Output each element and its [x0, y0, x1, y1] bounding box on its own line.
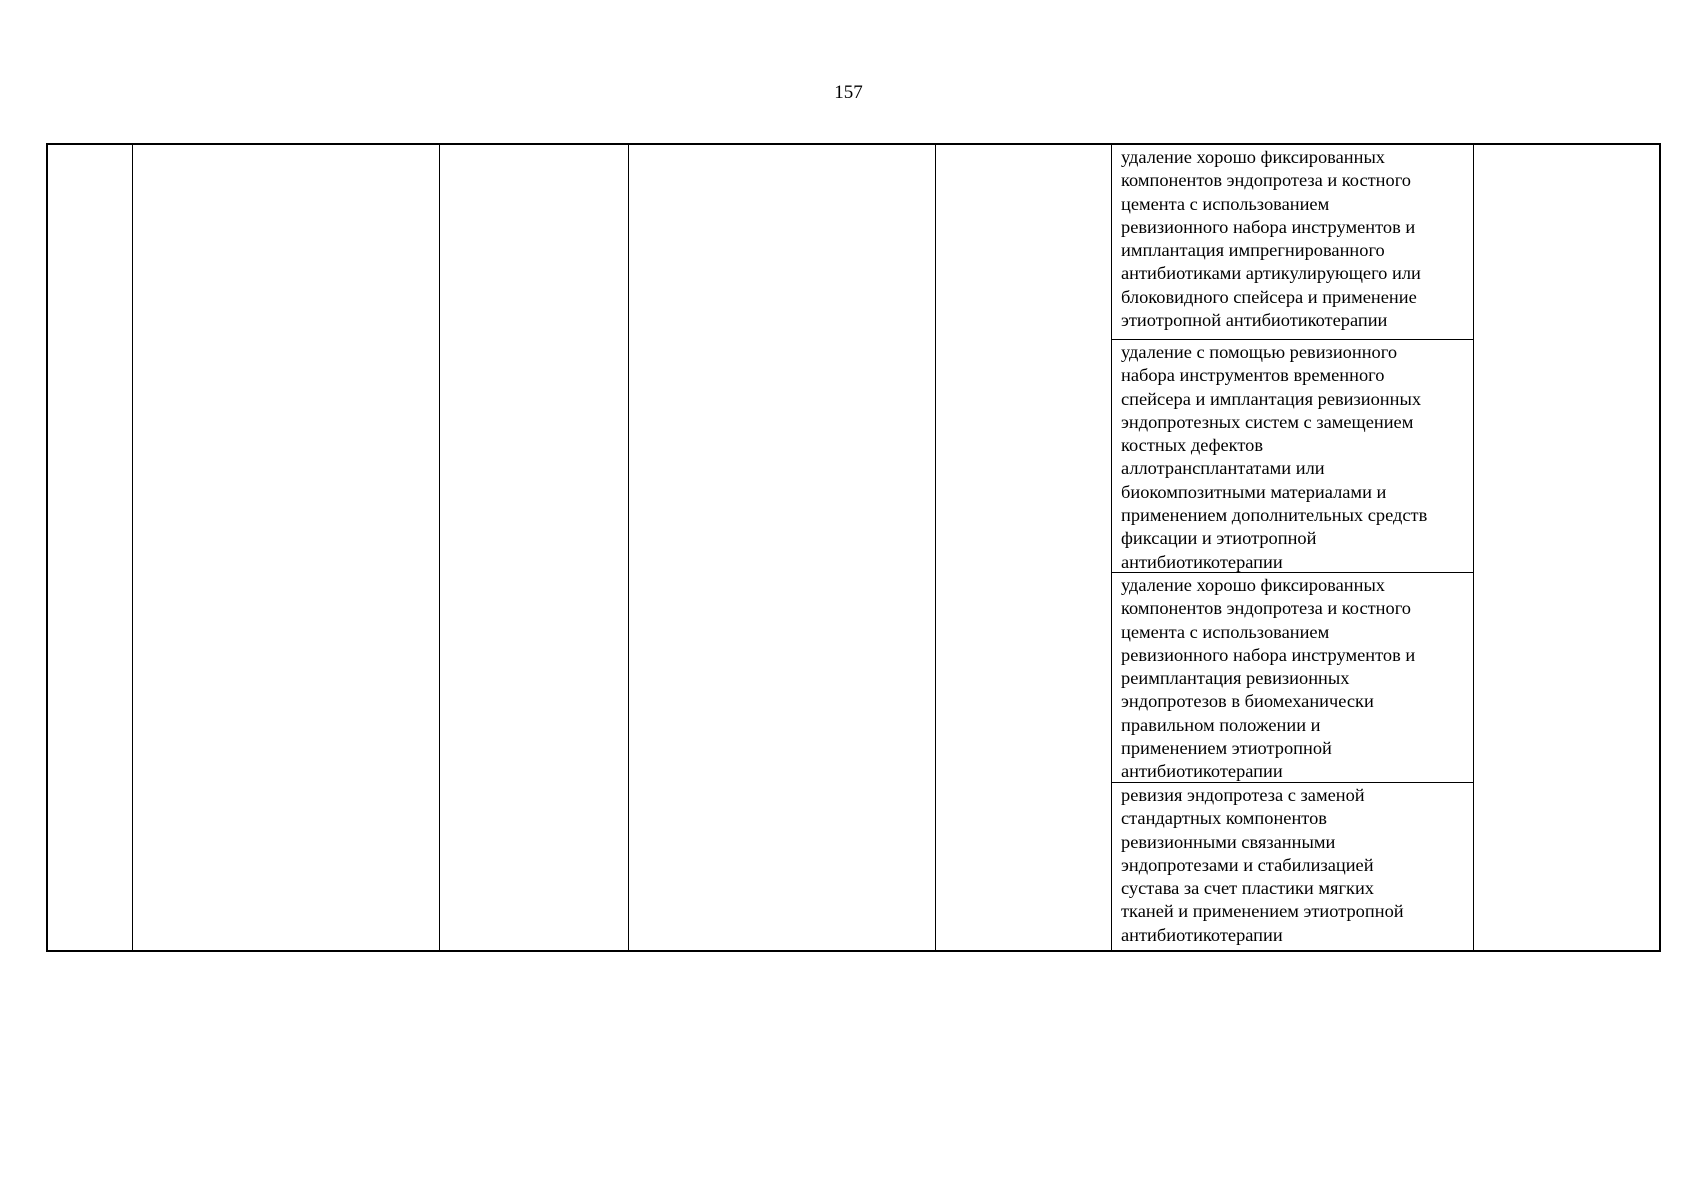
column-divider-6 [1473, 145, 1474, 950]
treatment-method-cell: удаление хорошо фиксированных компонентов эндопротеза и костного цемента с использованием ревизионного набора инструментов и реимплантация ревизионных эндопротезов в биомеханически правильном положении и применением этиотропной антибиотикотерапии [1121, 575, 1416, 782]
page-number: 157 [834, 82, 863, 103]
column-divider-4 [935, 145, 936, 950]
column-divider-5 [1111, 145, 1112, 950]
treatment-method-cell: ревизия эндопротеза с заменой стандартных компонентов ревизионными связанными эндопротезами и стабилизацией сустава за счет пластики мягких тканей и применением этиотропной антибиотикотерапии [1121, 785, 1404, 945]
column-divider-3 [628, 145, 629, 950]
row-divider-1 [1111, 339, 1473, 340]
treatment-method-cell: удаление хорошо фиксированных компонентов эндопротеза и костного цемента с использованием ревизионного набора инструментов и имплантация импрегнированного антибиотиками артикулирующего или блоковидного спейсера и применение этиотропной антибиотикотерапии [1121, 147, 1421, 331]
medical-care-table [46, 143, 1661, 952]
column-divider-1 [132, 145, 133, 950]
column-divider-2 [439, 145, 440, 950]
treatment-method-cell: удаление с помощью ревизионного набора инструментов временного спейсера и имплантация ревизионных эндопротезных систем с замещением костных дефектов аллотрансплантатами или биокомпозитными материалами и применением дополнительных средств фиксации и этиотропной антибиотикотерапии [1121, 342, 1428, 572]
